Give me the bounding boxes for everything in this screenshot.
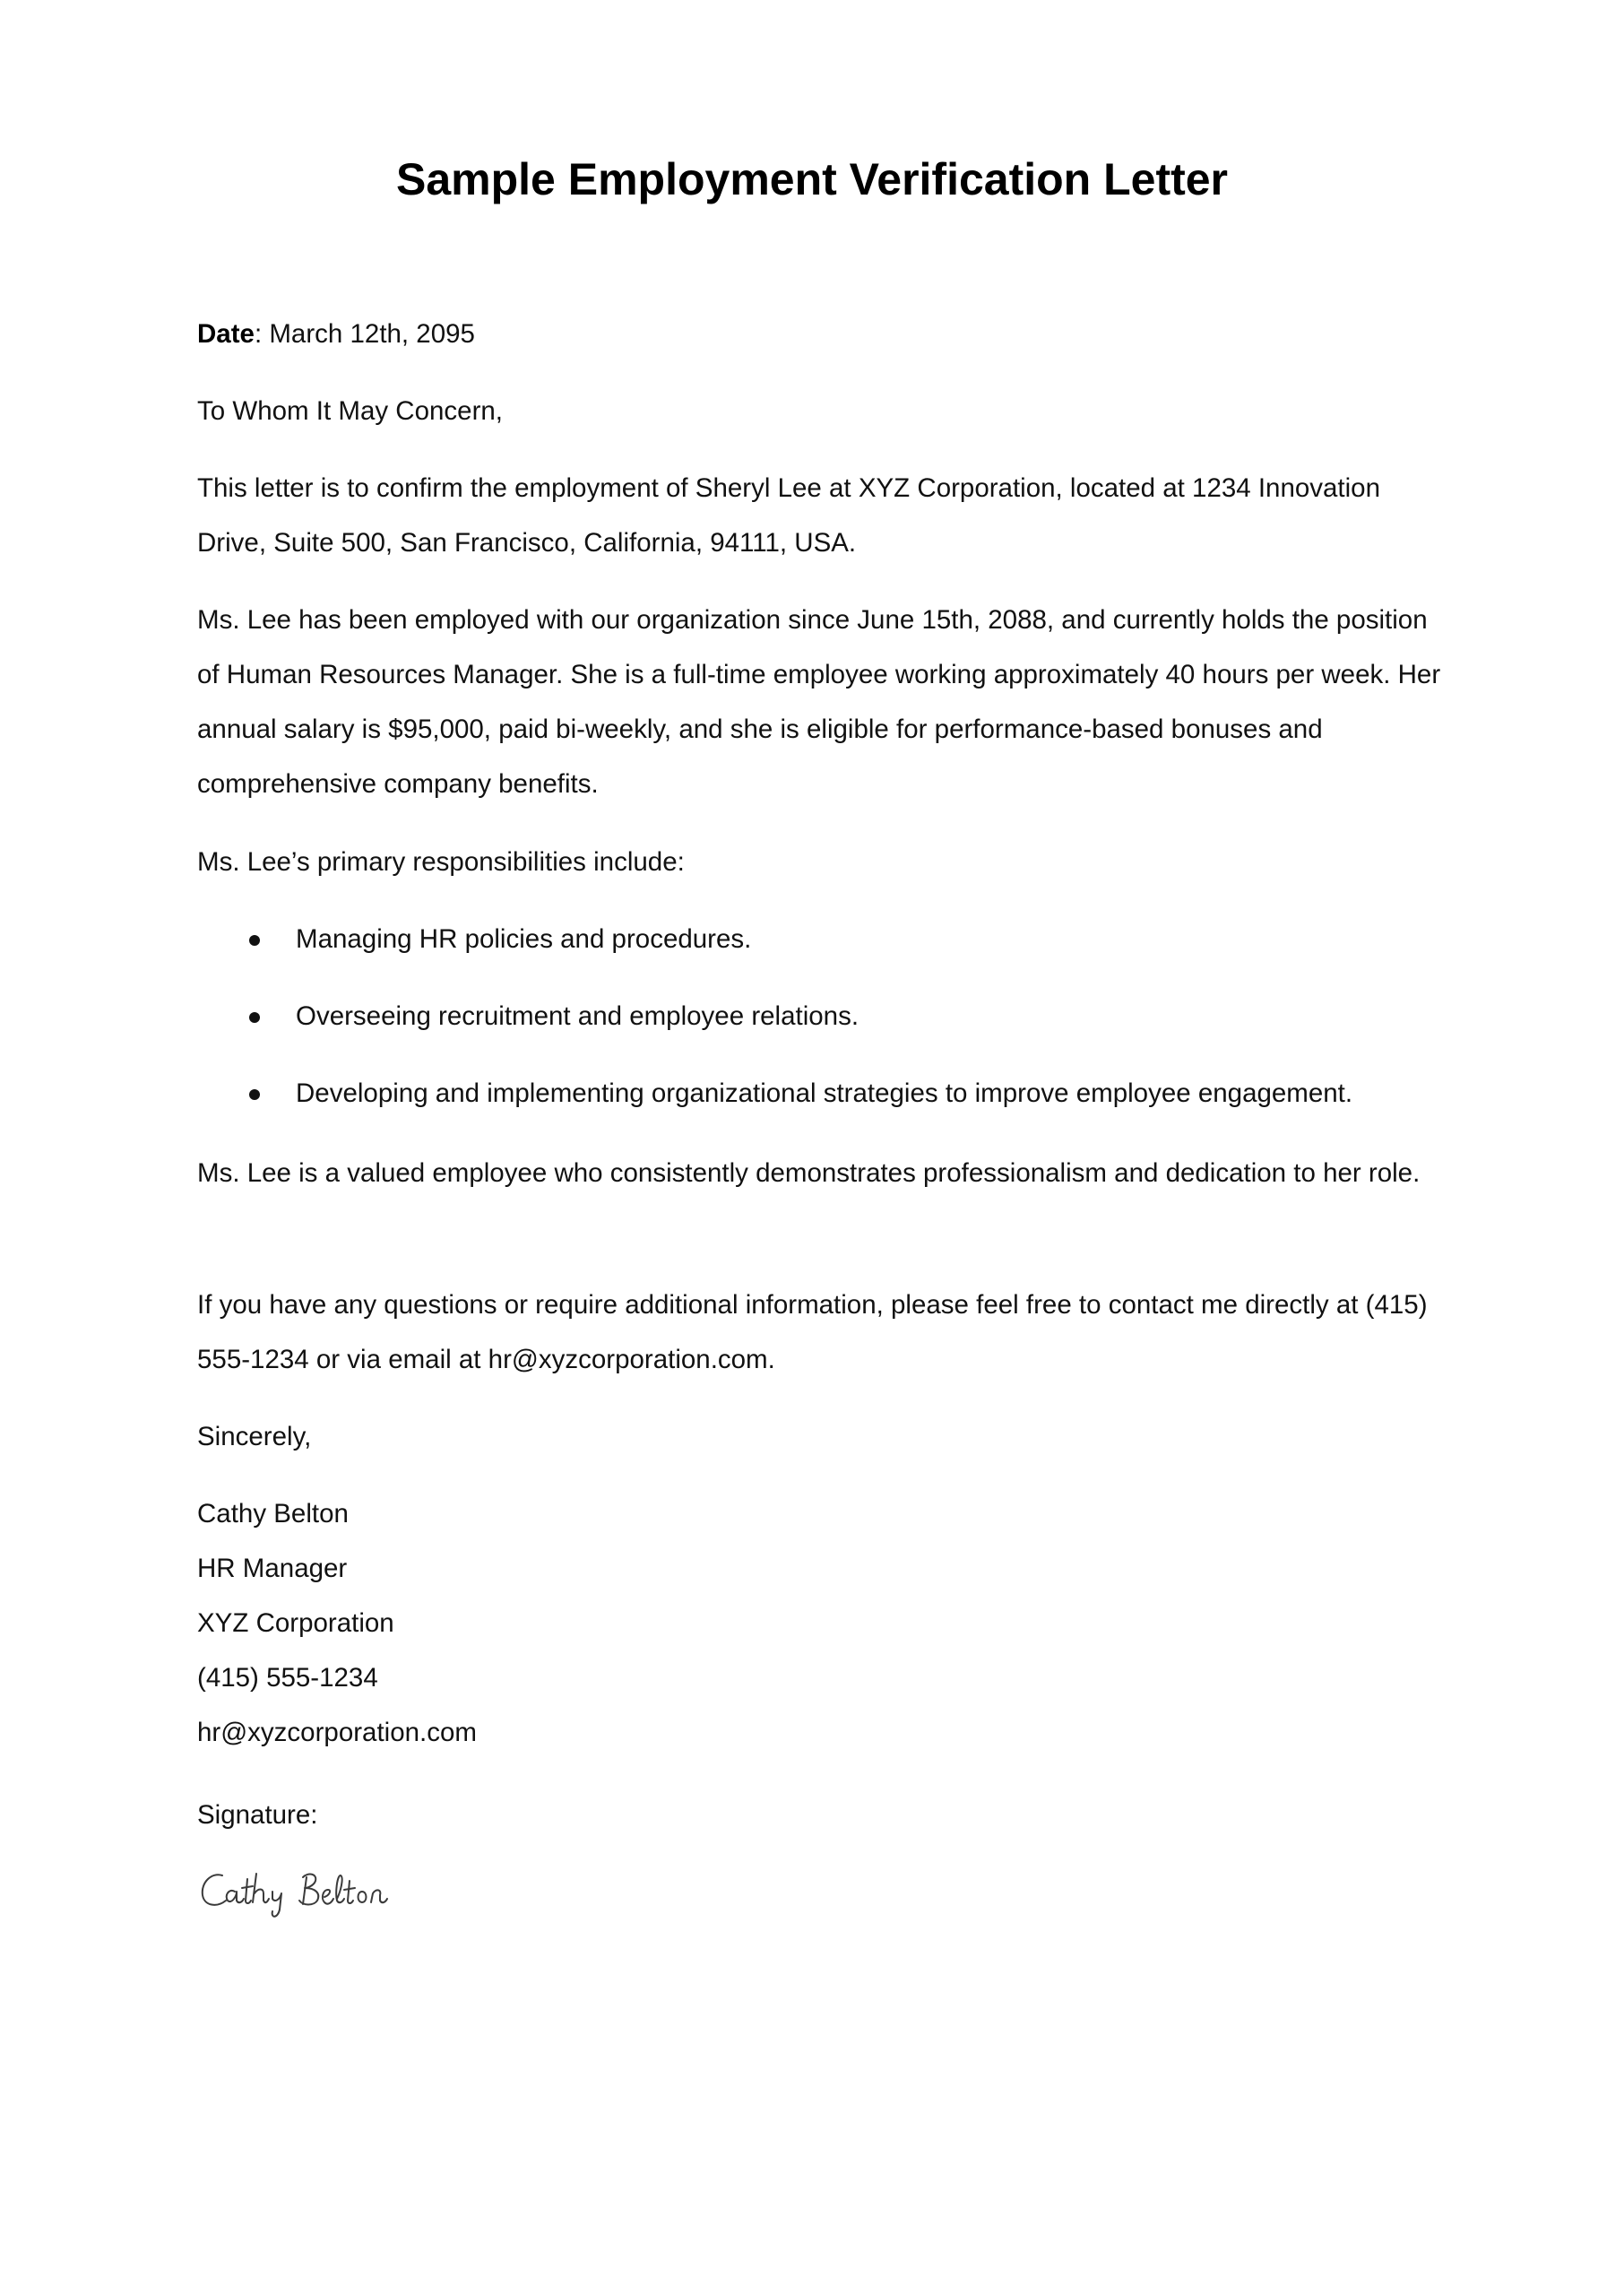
signer-title: HR Manager bbox=[197, 1554, 348, 1583]
signer-block bbox=[197, 1486, 1004, 1760]
responsibilities-intro: Ms. Lee’s primary responsibilities include: bbox=[197, 847, 685, 877]
signer-company: XYZ Corporation bbox=[197, 1608, 394, 1638]
signature-drawing bbox=[195, 1856, 410, 1927]
bullet-icon bbox=[249, 935, 260, 946]
paragraph-valued-employee: Ms. Lee is a valued employee who consistently demonstrates professionalism and dedication to her role. bbox=[197, 1158, 1421, 1188]
paragraph-employment-confirmation: This letter is to confirm the employment of Sheryl Lee at XYZ Corporation, located at 1234 Innovation Drive, Suite 500, San Francisco, California, 94111, USA. bbox=[197, 473, 1380, 558]
list-item bbox=[197, 912, 1443, 989]
responsibilities-list bbox=[197, 912, 1443, 1143]
date-value: : March 12th, 2095 bbox=[254, 319, 475, 349]
date-line bbox=[197, 307, 1443, 361]
handwritten-signature bbox=[195, 1856, 410, 1927]
closing: Sincerely, bbox=[197, 1422, 312, 1451]
date-label: Date bbox=[197, 319, 255, 349]
signer-name: Cathy Belton bbox=[197, 1499, 349, 1529]
list-item-text: Managing HR policies and procedures. bbox=[296, 924, 752, 954]
salutation: To Whom It May Concern, bbox=[197, 396, 503, 426]
list-item bbox=[197, 1066, 1443, 1143]
signer-email: hr@xyzcorporation.com bbox=[197, 1718, 477, 1747]
paragraph-employment-details: Ms. Lee has been employed with our organization since June 15th, 2088, and currently holds the position of Human Resources Manager. She is a full-time employee working approximately 40 hours per week. Her annual salary is $95,000, paid bi-weekly, and she is eligible for performance-based bonuses and comprehensive company benefits. bbox=[197, 605, 1441, 799]
paragraph-contact: If you have any questions or require additional information, please feel free to contact me directly at (415) 555-1234 or via email at hr@xyzcorporation.com. bbox=[197, 1290, 1428, 1374]
bullet-icon bbox=[249, 1089, 260, 1100]
bullet-icon bbox=[249, 1012, 260, 1023]
signature-label: Signature: bbox=[197, 1800, 318, 1830]
list-item-text: Overseeing recruitment and employee relations. bbox=[296, 1001, 860, 1031]
list-item bbox=[197, 989, 1443, 1066]
page-title: Sample Employment Verification Letter bbox=[395, 154, 1229, 204]
signer-phone: (415) 555-1234 bbox=[197, 1663, 378, 1693]
list-item-text: Developing and implementing organizational strategies to improve employee engagement. bbox=[296, 1078, 1353, 1108]
